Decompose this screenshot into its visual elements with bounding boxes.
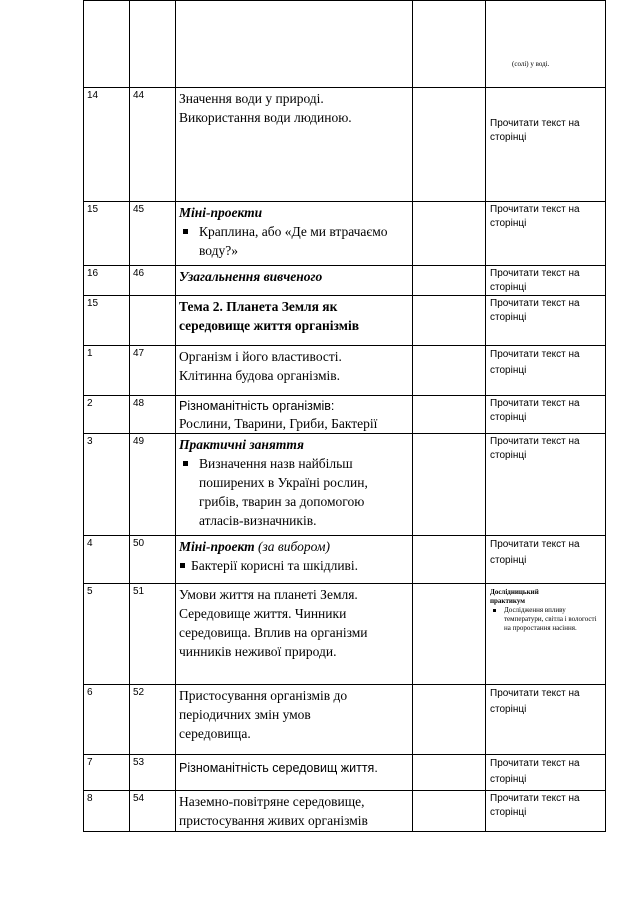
- cell-empty: [413, 266, 486, 296]
- note-text: Прочитати текст на сторінці: [490, 793, 580, 818]
- cell-number: [84, 1, 130, 88]
- topic-line: Наземно-повітряне середовище,: [179, 794, 365, 809]
- cell-number: 15: [84, 296, 130, 346]
- cell-empty: [413, 396, 486, 434]
- cell-number: 3: [84, 434, 130, 536]
- note-text: Прочитати текст на сторінці: [490, 118, 580, 143]
- bullet-square-icon: [493, 609, 496, 612]
- cell-note: [486, 755, 606, 791]
- note-text: Прочитати текст на сторінці: [490, 398, 580, 423]
- section-heading: Практичні заняття: [179, 437, 304, 452]
- cell-topic: [176, 685, 413, 755]
- note-text: Прочитати текст на сторінці: [490, 349, 580, 376]
- bullet-list: [179, 556, 409, 575]
- table-row: [84, 536, 606, 584]
- research-title: Дослідницький практикум: [490, 588, 539, 605]
- table-row: [84, 396, 606, 434]
- topic-line: середовища.: [179, 726, 251, 741]
- bullet-list: [490, 606, 602, 633]
- cell-empty: [413, 434, 486, 536]
- topic-line: періодичних змін умов: [179, 707, 311, 722]
- table-row: [84, 584, 606, 685]
- table-row: [84, 685, 606, 755]
- cell-empty: [413, 755, 486, 791]
- cell-lesson-number: 48: [130, 396, 176, 434]
- cell-note: [486, 685, 606, 755]
- list-item: [179, 556, 409, 575]
- cell-empty: [413, 791, 486, 832]
- cell-lesson-number: 54: [130, 791, 176, 832]
- cell-lesson-number: 52: [130, 685, 176, 755]
- cell-topic: [176, 266, 413, 296]
- section-heading: Міні-проекти: [179, 205, 263, 220]
- cell-note: [486, 396, 606, 434]
- bullet-square-icon: [180, 563, 185, 568]
- table-row: [84, 791, 606, 832]
- bullet-text: Бактерії корисні та шкідливі.: [191, 558, 359, 573]
- section-heading: [179, 537, 409, 556]
- lesson-plan-table: [83, 0, 606, 832]
- cell-number: 15: [84, 202, 130, 266]
- bullet-square-icon: [183, 461, 188, 466]
- list-item: [179, 454, 409, 530]
- topic-line: Різноманітність організмів:: [179, 399, 335, 413]
- note-text: Прочитати текст на сторінці: [490, 298, 580, 323]
- cell-topic: [176, 434, 413, 536]
- cell-topic: [176, 346, 413, 396]
- bullet-text: Дослідження впливу температури, світла і вологості на проростання насіння.: [504, 606, 597, 632]
- bullet-list: [179, 222, 409, 260]
- cell-number: 1: [84, 346, 130, 396]
- cell-lesson-number: 49: [130, 434, 176, 536]
- note-text: Прочитати текст на сторінці: [490, 688, 580, 715]
- cell-topic: [176, 1, 413, 88]
- table-row: [84, 1, 606, 88]
- cell-empty: [413, 346, 486, 396]
- bullet-text: Визначення назв найбільш поширених в Україні рослин, грибів, тварин за допомогою атласів-визначників.: [199, 456, 368, 528]
- cell-topic: [176, 755, 413, 791]
- bullet-text: Краплина, або «Де ми втрачаємо воду?»: [199, 224, 388, 258]
- cell-note: [486, 202, 606, 266]
- cell-empty: [413, 202, 486, 266]
- topic-line: середовища. Вплив на організми: [179, 625, 368, 640]
- cell-lesson-number: [130, 296, 176, 346]
- table-row: [84, 296, 606, 346]
- topic-line: Організм і його властивості.: [179, 349, 342, 364]
- list-item: [490, 606, 602, 633]
- cell-topic: [176, 202, 413, 266]
- note-text: Прочитати текст на сторінці: [490, 758, 580, 785]
- topic-line: Значення води у природі.: [179, 91, 324, 106]
- cell-lesson-number: 46: [130, 266, 176, 296]
- table-row: [84, 88, 606, 202]
- topic-line: пристосування живих організмів: [179, 813, 368, 828]
- cell-topic: [176, 88, 413, 202]
- cell-number: 5: [84, 584, 130, 685]
- bullet-square-icon: [183, 229, 188, 234]
- cell-number: 7: [84, 755, 130, 791]
- topic-line: Середовище життя. Чинники: [179, 606, 347, 621]
- cell-number: 16: [84, 266, 130, 296]
- cell-note: [486, 346, 606, 396]
- cell-topic: [176, 536, 413, 584]
- cell-lesson-number: [130, 1, 176, 88]
- cell-empty: [413, 685, 486, 755]
- cell-note: [486, 266, 606, 296]
- cell-topic: [176, 296, 413, 346]
- cell-number: 2: [84, 396, 130, 434]
- cell-number: 6: [84, 685, 130, 755]
- cell-topic: [176, 396, 413, 434]
- cell-empty: [413, 1, 486, 88]
- table-row: [84, 434, 606, 536]
- cell-topic: [176, 791, 413, 832]
- topic-line: Пристосування організмів до: [179, 688, 348, 703]
- cell-empty: [413, 536, 486, 584]
- cell-number: 4: [84, 536, 130, 584]
- note-text: Прочитати текст на сторінці: [490, 268, 580, 293]
- heading-text: Міні-проект: [179, 539, 255, 554]
- cell-topic: [176, 584, 413, 685]
- cell-lesson-number: 50: [130, 536, 176, 584]
- cell-lesson-number: 45: [130, 202, 176, 266]
- cell-number: 8: [84, 791, 130, 832]
- note-text: (солі) у воді.: [512, 60, 550, 68]
- topic-line: Різноманітність середовищ життя.: [179, 761, 378, 775]
- cell-note: [486, 88, 606, 202]
- topic-line: Рослини, Тварини, Гриби, Бактерії: [179, 416, 378, 431]
- table-row: [84, 755, 606, 791]
- cell-lesson-number: 44: [130, 88, 176, 202]
- table-row: [84, 266, 606, 296]
- cell-lesson-number: 47: [130, 346, 176, 396]
- table-row: [84, 202, 606, 266]
- cell-empty: [413, 296, 486, 346]
- bullet-list: [179, 454, 409, 530]
- topic-line: Клітинна будова організмів.: [179, 368, 341, 383]
- section-heading: Узагальнення вивченого: [179, 269, 323, 284]
- note-text: Прочитати текст на сторінці: [490, 204, 580, 229]
- heading-note: (за вибором): [258, 539, 331, 554]
- cell-note: [486, 584, 606, 685]
- cell-note: [486, 536, 606, 584]
- table-row: [84, 346, 606, 396]
- cell-note: [486, 791, 606, 832]
- cell-note: [486, 296, 606, 346]
- topic-line: чинників неживої природи.: [179, 644, 337, 659]
- cell-note: [486, 434, 606, 536]
- topic-line: Використання води людиною.: [179, 110, 352, 125]
- cell-number: 14: [84, 88, 130, 202]
- note-text: Прочитати текст на сторінці: [490, 539, 580, 566]
- cell-empty: [413, 584, 486, 685]
- cell-empty: [413, 88, 486, 202]
- topic-line: Умови життя на планеті Земля.: [179, 587, 358, 602]
- list-item: [179, 222, 409, 260]
- theme-title: Тема 2. Планета Земля як середовище життя організмів: [179, 299, 360, 333]
- cell-note: [486, 1, 606, 88]
- cell-lesson-number: 51: [130, 584, 176, 685]
- note-text: Прочитати текст на сторінці: [490, 436, 580, 461]
- cell-lesson-number: 53: [130, 755, 176, 791]
